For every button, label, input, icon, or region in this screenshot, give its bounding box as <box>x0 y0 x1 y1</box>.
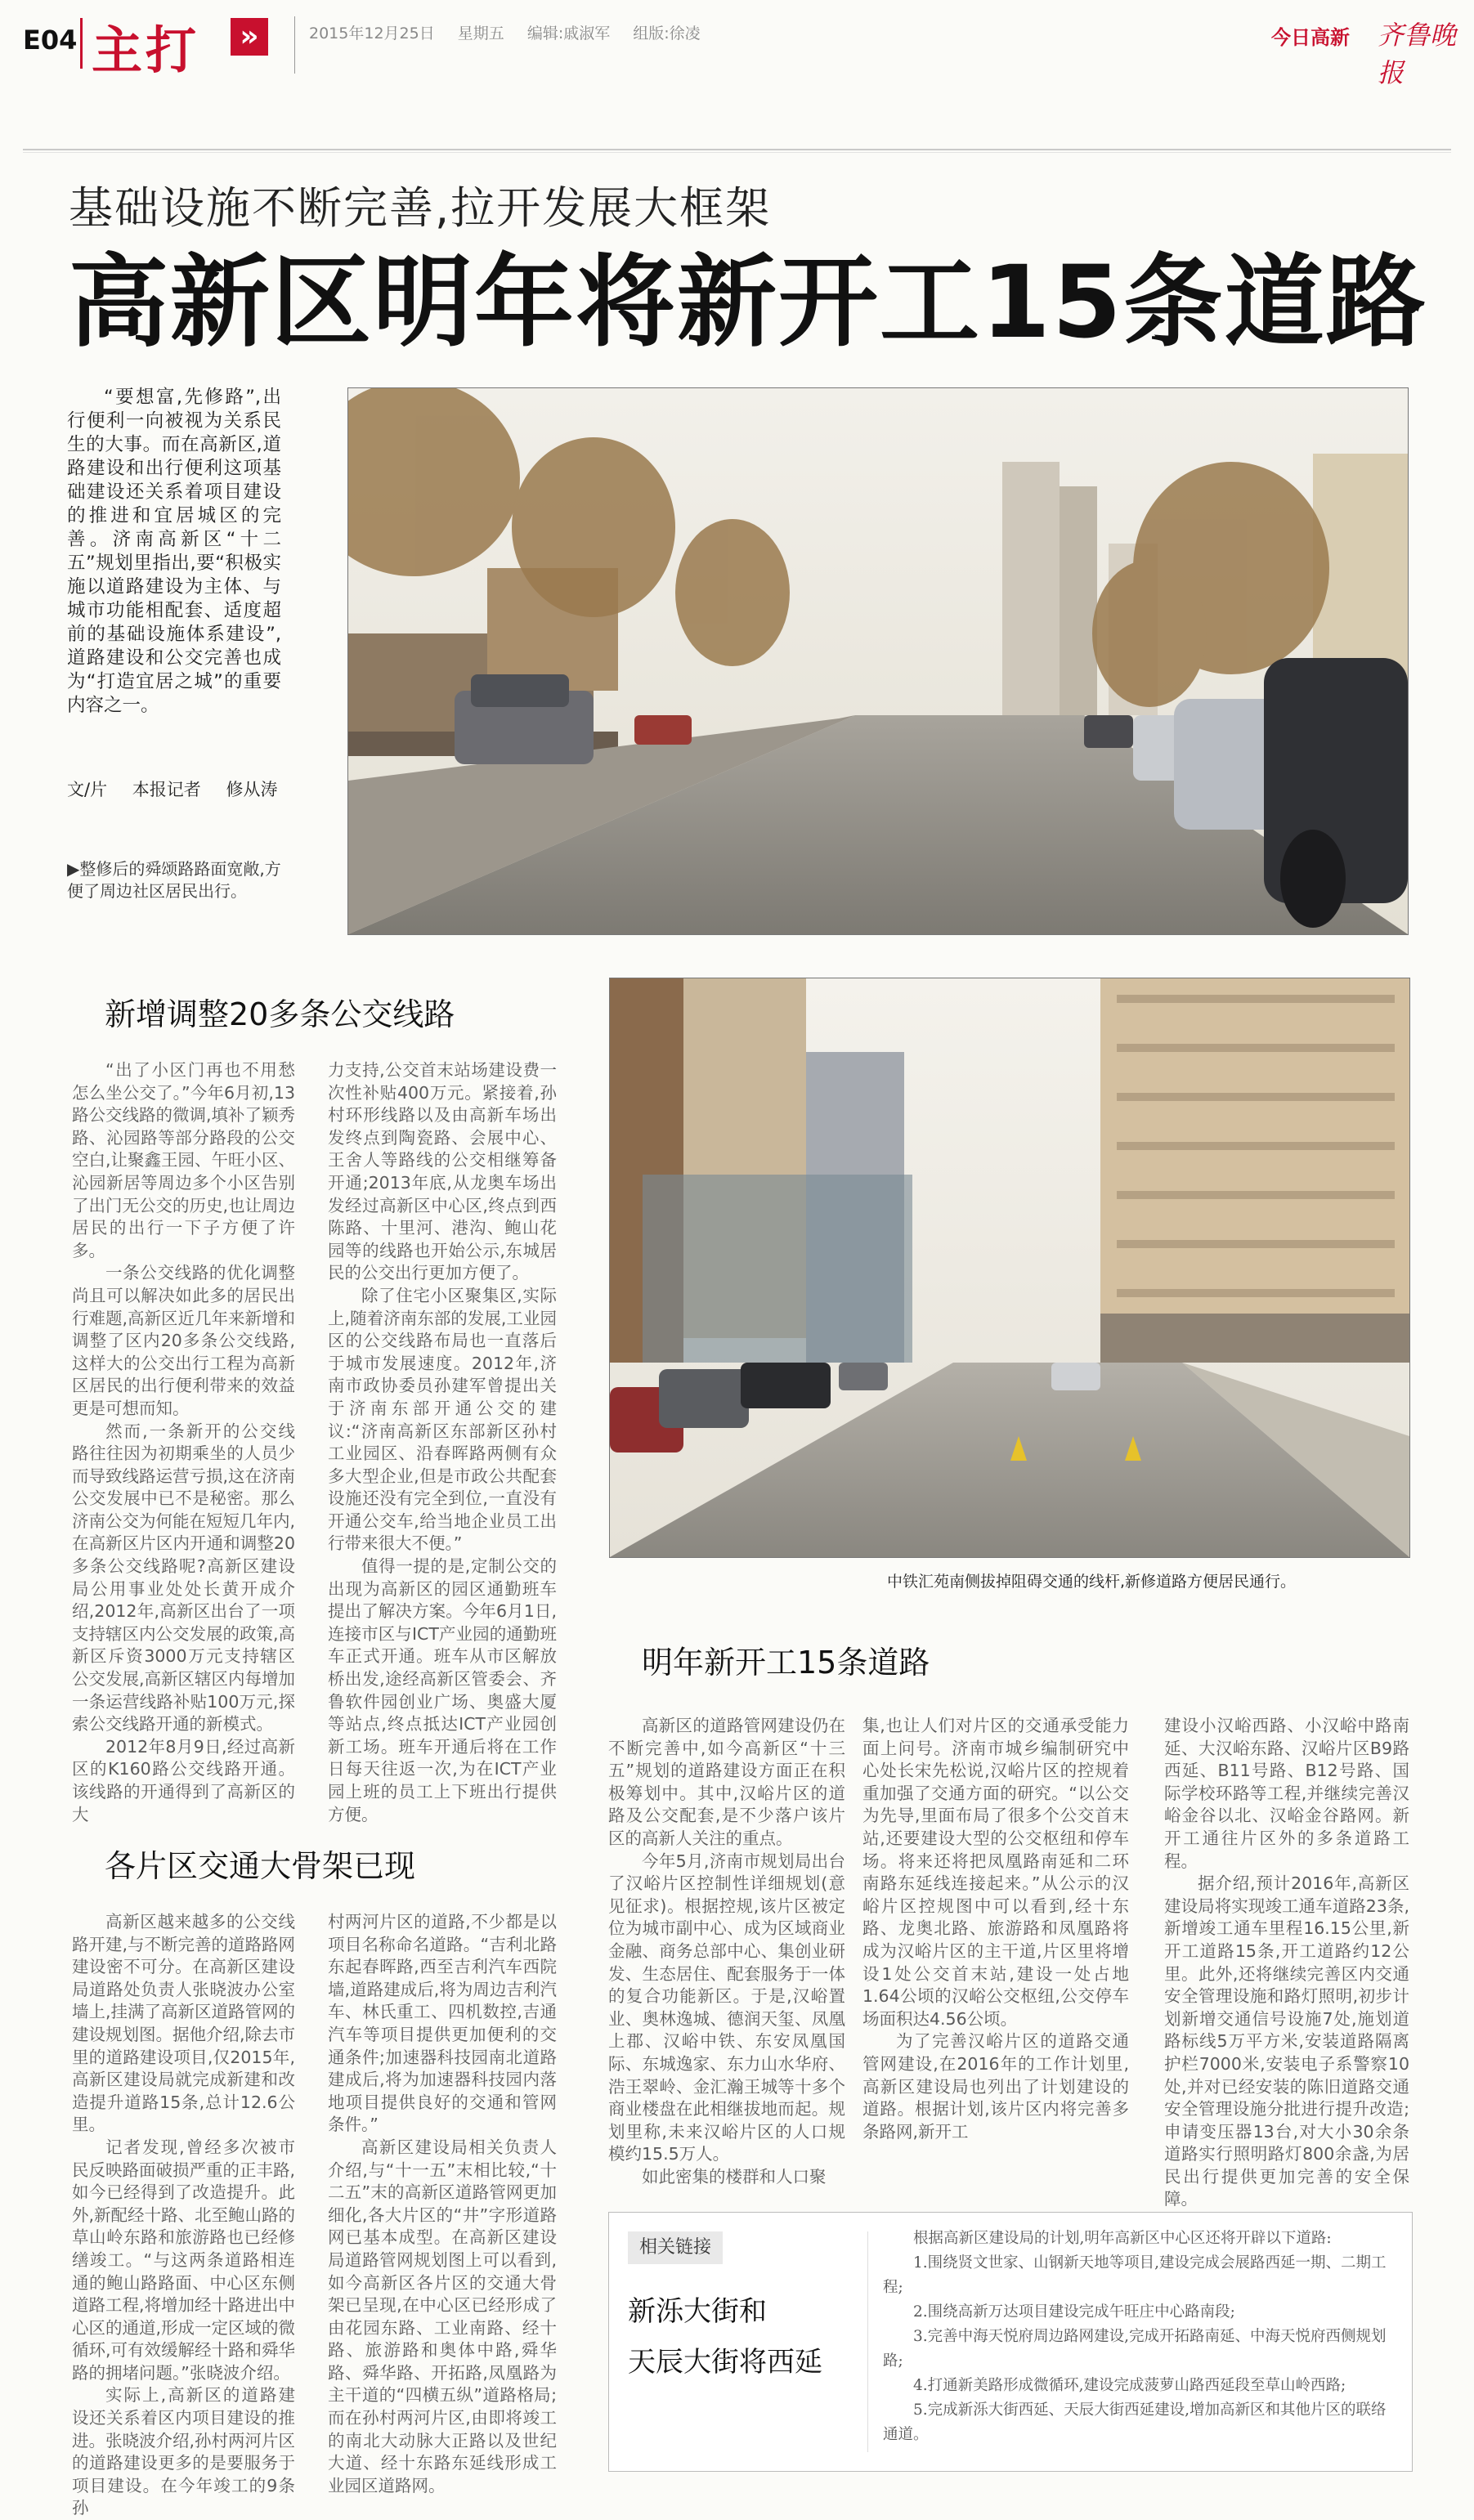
paragraph: 为了完善汉峪片区的道路交通管网建设,在2016年的工作计划里,高新区建设局也列出了计划建设的道路。根据计划,该片区内将完善多条路网,新开工 <box>862 2031 1129 2142</box>
chevron-right-icon: » <box>231 18 268 56</box>
related-title-line-1: 新泺大街和 <box>628 2295 767 2328</box>
editor: 编辑:戚淑军 <box>526 25 611 43</box>
related-item: 5.完成新泺大街西延、天辰大街西延建设,增加高新区和其他片区的联络通道。 <box>883 2401 1387 2443</box>
header-meta <box>309 21 719 43</box>
related-item: 根据高新区建设局的计划,明年高新区中心区还将开辟以下道路: <box>913 2230 1332 2247</box>
paragraph: 除了住宅小区聚集区,实际上,随着济南东部的发展,工业园区的公交线路布局也一直落后于城市发展速度。2012年,济南市政协委员孙建军曾提出关于济南东部开通公交的建议:“济南高新区东部新区孙村工业园区、沿春晖路两侧有众多大型企业,但是市政公共配套设施还没有完全到位,一直没有开通公交车,给当地企业员工出行带来很大不便。” <box>328 1285 557 1554</box>
layout-editor: 组版:徐凌 <box>633 25 701 43</box>
section-framework-column-1 <box>72 1911 295 2520</box>
header-rule <box>23 149 1451 150</box>
header-rule-thin <box>23 152 1451 153</box>
section-bar <box>80 18 83 69</box>
page-number: E04 <box>23 25 78 56</box>
paragraph: 集,也让人们对片区的交通承受能力面上问号。济南市城乡编制研究中心处长宋先松说,汉峪片区的控规着重加强了交通方面的研究。“以公交为先导,里面布局了很多个公交首末站,还要建设大型的公交枢纽和停车场。将来还将把凤凰路南延和二环南路东延线连接起来。”从公示的汉峪片区控规图中可以看到,经十东路、龙奥北路、旅游路和凤凰路将成为汉峪片区的主干道,片区里将增设1处公交首末站,建设一处占地1.64公顷的汉峪公交枢纽,公交停车场面积达4.56公顷。 <box>862 1716 1129 2029</box>
issue-weekday: 星期五 <box>457 25 504 43</box>
photo-caption-2: 中铁汇苑南侧拔掉阻碍交通的线杆,新修道路方便居民通行。 <box>887 1573 1297 1591</box>
paragraph: 建设小汉峪西路、小汉峪中路南延、大汉峪东路、汉峪片区B9路西延、B11号路、B12号路、国际学校环路等工程,并继续完善汉峪金谷以北、汉峪金谷路网。新开工通往片区外的多条道路工程。 <box>1164 1716 1409 1871</box>
paragraph: 力支持,公交首末站场建设费一次性补贴400万元。紧接着,孙村环形线路以及由高新车场出发终点到陶瓷路、会展中心、王舍人等路线的公交相继筹备开通;2013年底,从龙奥车场出发经过高新区中心区,终点到西陈路、十里河、港沟、鲍山花园等的线路也开始公示,东城居民的公交出行更加方便了。 <box>328 1060 557 1283</box>
byline <box>67 777 297 801</box>
section-new-roads-column-3 <box>1164 1715 1409 2211</box>
paragraph: 2012年8月9日,经过高新区的K160路公交线路开通。该线路的开通得到了高新区的大 <box>72 1736 295 1824</box>
related-item: 4.打通新美路形成微循环,建设完成菠萝山路西延段至草山岭西路; <box>913 2377 1346 2394</box>
article-title: 高新区明年将新开工15条道路 <box>69 244 1427 360</box>
paragraph: 如此密集的楼群和人口聚 <box>642 2166 827 2187</box>
article-intro: “要想富,先修路”,出行便利一向被视为关系民生的大事。而在高新区,道路建设和出行便利这项基础建设还关系着项目建设的推进和宜居城区的完善。济南高新区“十二五”规划里指出,要“积极实施以道路建设为主体、与城市功能相配套、适度超前的基础设施体系建设”,道路建设和公交完善也成为“打造宜居之城”的重要内容之一。 <box>67 387 281 716</box>
section-bus-column-2 <box>328 1059 557 1826</box>
byline-role: 文/片 <box>67 780 108 799</box>
article-kicker: 基础设施不断完善,拉开发展大框架 <box>69 182 772 234</box>
section-bus-column-1 <box>72 1059 295 1826</box>
paragraph: 今年5月,济南市规划局出台了汉峪片区控制性详细规划(意见征求)。根据控规,该片区被定位为城市副中心、成为区域商业金融、商务总部中心、集创业研发、生态居住、配套服务于一体的复合功能新区。于是,汉峪置业、奥林逸城、德润天玺、凤凰上郡、汉峪中铁、东安凤凰国际、东城逸家、东力山水华府、浩王翠岭、金汇瀚王城等十多个商业楼盘在此相继拔地而起。规划里称,未来汉峪片区的人口规模约15.5万人。 <box>608 1851 845 2164</box>
section-heading-framework: 各片区交通大骨架已现 <box>105 1848 416 1884</box>
related-item: 1.围绕贤文世家、山钢新天地等项目,建设完成会展路西延一期、二期工程; <box>883 2254 1387 2296</box>
column-name: 今日高新 <box>1271 26 1350 49</box>
byline-reporter: 本报记者 <box>132 780 201 799</box>
issue-date: 2015年12月25日 <box>309 25 435 43</box>
section-name: 主打 <box>92 20 200 80</box>
section-new-roads-column-1 <box>608 1715 845 2188</box>
paragraph: 据介绍,预计2016年,高新区建设局将实现竣工通车道路23条,新增竣工通车里程16.15公里,新开工道路15条,开工道路约12公里。此外,还将继续完善区内交通安全管理设施和路灯照明,初步计划新增交通信号设施7处,施划道路标线5万平方米,安装道路隔离护栏7000米,安装电子系警察10处,并对已经安装的陈旧道路交通安全管理设施分批进行提升改造;申请变压器13台,对大小30余条道路实行照明路灯800余盏,为居民出行提供更加完善的安全保障。 <box>1164 1873 1409 2209</box>
newspaper-logo: 齐鲁晚报 <box>1378 20 1457 88</box>
paragraph: “出了小区门再也不用愁怎么坐公交了。”今年6月初,13路公交线路的微调,填补了颖秀路、沁园路等部分路段的公交空白,让聚鑫王园、午旺小区、沁园新居等周边多个小区告别了出门无公交的历史,也让周边居民的出行一下子方便了许多。 <box>72 1060 296 1260</box>
road-photo-1 <box>347 387 1409 935</box>
paragraph: 值得一提的是,定制公交的出现为高新区的园区通勤班车提出了解决方案。今年6月1日,连接市区与ICT产业园的通勤班车正式开通。班车从市区解放桥出发,途经高新区管委会、齐鲁软件园创业广场、奥盛大厦等站点,终点抵达ICT产业园创新工场。班车开通后将在工作日每天往返一次,为在ICT产业园上班的员工上下班出行提供方便。 <box>328 1556 557 1824</box>
byline-name: 修从涛 <box>226 780 278 799</box>
related-link-tag: 相关链接 <box>628 2231 723 2264</box>
related-body <box>883 2227 1390 2447</box>
paragraph: 村两河片区的道路,不少都是以项目名称命名道路。“吉利北路东起春晖路,西至吉利汽车西院墙,道路建成后,将为周边吉利汽车、林氏重工、四机数控,吉通汽车等项目提供更加便利的交通条件;加速器科技园南北道路建成后,将为加速器科技园内落地项目提供良好的交通和管网条件。” <box>328 1912 557 2135</box>
photo-caption-1: ▶整修后的舜颂路路面宽敞,方便了周边社区居民出行。 <box>67 859 281 901</box>
section-heading-new-roads: 明年新开工15条道路 <box>642 1645 930 1681</box>
related-divider <box>867 2231 868 2452</box>
paragraph: 记者发现,曾经多次被市民反映路面破损严重的正丰路,如今已经得到了改造提升。此外,新配经十路、北至鲍山路的草山岭东路和旅游路也已经修缮竣工。“与这两条道路相连通的鲍山路路面、中心区东侧道路工程,将增加经十路进出中心区的通道,形成一定区域的微循环,可有效缓解经十路和舜华路的拥堵问题。”张晓波介绍。 <box>72 2137 296 2383</box>
header-divider <box>294 16 295 74</box>
paragraph: 实际上,高新区的道路建设还关系着区内项目建设的推进。张晓波介绍,孙村两河片区的道路建设更多的是要服务于项目建设。在今年竣工的9条孙 <box>72 2385 296 2518</box>
section-heading-bus: 新增调整20多条公交线路 <box>105 996 455 1032</box>
paragraph: 高新区越来越多的公交线路开建,与不断完善的道路路网建设密不可分。在高新区建设局道路处负责人张晓波办公室墙上,挂满了高新区道路管网的建设规划图。据他介绍,除去市里的道路建设项目,仅2015年,高新区建设局就完成新建和改造提升道路15条,总计12.6公里。 <box>72 1912 296 2135</box>
related-item: 2.围绕高新万达项目建设完成午旺庄中心路南段; <box>913 2303 1235 2321</box>
related-item: 3.完善中海天悦府周边路网建设,完成开拓路南延、中海天悦府西侧规划路; <box>883 2328 1387 2370</box>
related-title-line-2: 天辰大街将西延 <box>628 2346 822 2379</box>
section-framework-column-2 <box>328 1911 557 2497</box>
paragraph: 高新区的道路管网建设仍在不断完善中,如今高新区“十三五”规划的道路建设方面正在积极筹划中。其中,汉峪片区的道路及公交配套,是不少落户该片区的高新人关注的重点。 <box>608 1716 845 1848</box>
paragraph: 一条公交线路的优化调整尚且可以解决如此多的居民出行难题,高新区近几年来新增和调整了区内20多条公交线路,这样大的公交出行工程为高新区居民的出行便利带来的效益更是可想而知。 <box>72 1263 296 1418</box>
paragraph: 高新区建设局相关负责人介绍,与“十一五”末相比较,“十二五”末的高新区道路管网更加细化,各大片区的“井”字形道路网已基本成型。在高新区建设局道路管网规划图上可以看到,如今高新区各片区的交通大骨架已呈现,在中心区已经形成了由花园东路、工业南路、经十路、旅游路和奥体中路,舜华路、舜华路、开拓路,凤凰路为主干道的“四横五纵”道路格局;而在孙村两河片区,由即将竣工的南北大动脉大正路以及世纪大道、经十东路东延线形成工业园区道路网。 <box>328 2137 557 2495</box>
road-photo-2 <box>609 978 1410 1558</box>
section-new-roads-column-2 <box>862 1715 1129 2143</box>
paragraph: 然而,一条新开的公交线路往往因为初期乘坐的人员少而导致线路运营亏损,这在济南公交发展中已不是秘密。那么济南公交为何能在短短几年内,在高新区片区内开通和调整20多条公交线路呢?高新区建设局公用事业处处长黄开成介绍,2012年,高新区出台了一项支持辖区内公交发展的政策,高新区斥资3000万元支持辖区公交发展,高新区辖区内每增加一条运营线路补贴100万元,探索公交线路开通的新模式。 <box>72 1421 296 1734</box>
